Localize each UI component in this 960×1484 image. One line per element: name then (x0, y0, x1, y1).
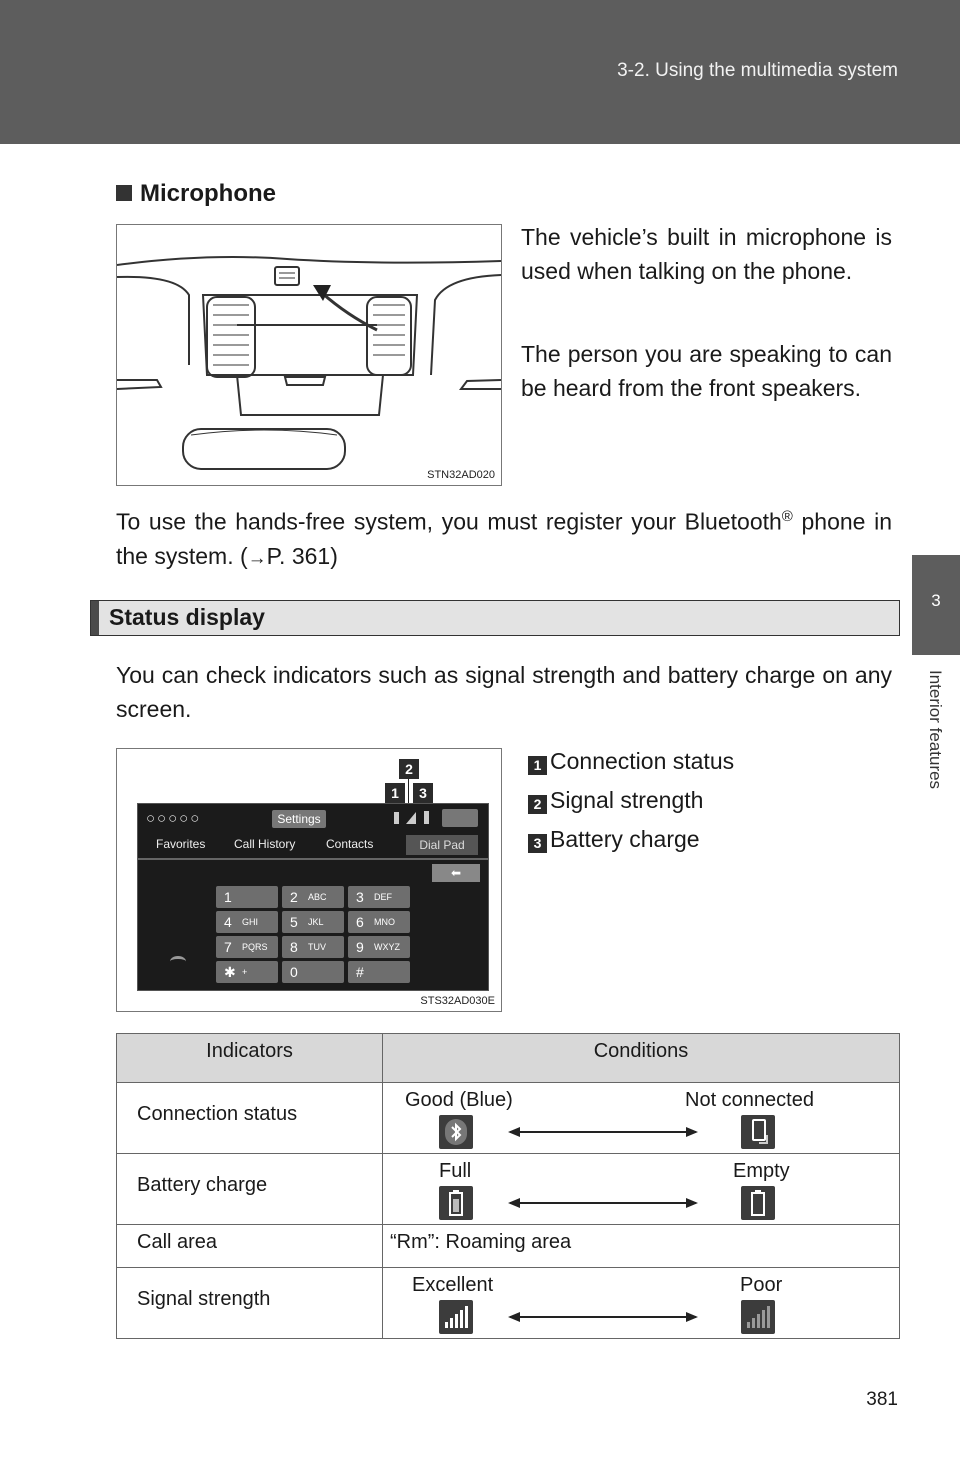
signal-excellent-icon (439, 1300, 473, 1334)
condition-cell (383, 1268, 900, 1339)
keypad-letters: PQRS (242, 942, 268, 952)
legend-label-2: Signal strength (550, 787, 704, 813)
page-number: 381 (866, 1389, 898, 1410)
legend-label-1: Connection status (550, 748, 735, 774)
legend-item-3 (528, 826, 700, 853)
condition-content (383, 1268, 899, 1338)
message-button[interactable] (442, 809, 478, 827)
keypad-key[interactable] (216, 936, 278, 958)
callout-2: 2 (399, 759, 419, 779)
condition-to: Poor (740, 1274, 783, 1296)
indicators-table (116, 1033, 900, 1339)
condition-to: Empty (733, 1160, 790, 1182)
callout-3: 3 (413, 783, 433, 803)
figure-code: STS32AD030E (420, 995, 495, 1007)
tab-favorites[interactable]: Favorites (156, 837, 206, 851)
condition-cell (383, 1154, 900, 1225)
microphone-paragraph-1: The vehicle’s built in microphone is used when talking on the phone. (521, 224, 892, 284)
keypad-key[interactable] (348, 911, 410, 933)
condition-content (383, 1154, 899, 1224)
phone-not-connected-icon (741, 1115, 775, 1149)
condition-from: Full (439, 1160, 472, 1182)
overhead-console-drawing (117, 225, 501, 485)
register-note-text: To use the hands-free system, you must register your Bluetooth (116, 508, 782, 535)
keypad-key[interactable] (282, 961, 344, 983)
legend-item-2 (528, 787, 703, 814)
condition-from: Excellent (412, 1274, 494, 1296)
microphone-heading-text: Microphone (140, 180, 276, 207)
register-note-text-after: phone in the system. ( (116, 508, 892, 569)
double-arrow-icon (508, 1197, 698, 1209)
status-display-intro: You can check indicators such as signal strength and battery charge on any screen. (116, 662, 892, 722)
condition-cell (383, 1083, 900, 1154)
status-screen-illustration (116, 748, 502, 1012)
number-3-badge: 3 (528, 834, 547, 853)
figure-code: STN32AD020 (427, 469, 495, 481)
status-display-heading-bar (90, 600, 900, 636)
keypad-key[interactable] (282, 936, 344, 958)
keypad-digit: 7 (224, 939, 232, 955)
legend-item-1 (528, 748, 734, 775)
keypad-key[interactable] (348, 936, 410, 958)
double-arrow-icon (508, 1311, 698, 1323)
indicator-label: Connection status (137, 1103, 298, 1125)
microphone-illustration (116, 224, 502, 486)
back-button[interactable]: ⬅ (432, 864, 480, 882)
chapter-tab (912, 555, 960, 655)
microphone-heading (116, 180, 276, 208)
keypad-digit: 1 (224, 889, 232, 905)
keypad-key[interactable] (348, 961, 410, 983)
table-row (117, 1268, 900, 1339)
keypad-key[interactable] (282, 886, 344, 908)
table-header-row (117, 1034, 900, 1083)
table-row (117, 1225, 900, 1268)
header-conditions: Conditions (383, 1034, 900, 1083)
tab-bar (138, 832, 488, 860)
header-indicators: Indicators (117, 1034, 383, 1083)
keypad-digit: 5 (290, 914, 298, 930)
tab-call-history[interactable]: Call History (234, 837, 296, 851)
keypad-digit: 9 (356, 939, 364, 955)
keypad-digit: 0 (290, 964, 298, 980)
handset-icon (170, 956, 186, 967)
keypad-digit: 3 (356, 889, 364, 905)
keypad-key[interactable] (216, 961, 278, 983)
register-note (116, 500, 892, 576)
table-row (117, 1154, 900, 1225)
keypad-digit: ✱ (224, 964, 236, 980)
indicator-cell (117, 1083, 383, 1154)
condition-cell (383, 1225, 900, 1268)
registered-mark: ® (781, 508, 793, 525)
status-display-heading: Status display (109, 604, 265, 630)
page-header (0, 0, 960, 144)
keypad-letters: WXYZ (374, 942, 400, 952)
operator-name: ○○○○○ (146, 810, 202, 827)
keypad-key[interactable] (282, 911, 344, 933)
keypad-digit: # (356, 964, 364, 980)
microphone-paragraph-2: The person you are speaking to can be heard from the front speakers. (521, 341, 892, 401)
keypad-key[interactable] (216, 911, 278, 933)
keypad-letters: TUV (308, 942, 326, 952)
phone-screen (137, 803, 489, 991)
indicator-cell (117, 1154, 383, 1225)
keypad-letters: GHI (242, 917, 259, 927)
legend-label-3: Battery charge (550, 826, 700, 852)
condition-to: Not connected (685, 1089, 814, 1111)
register-note-close: ) (330, 542, 338, 569)
indicator-label: Battery charge (137, 1174, 268, 1196)
number-2-badge: 2 (528, 795, 547, 814)
square-bullet-icon (116, 185, 132, 201)
chapter-title: 3-2. Using the multimedia system (617, 60, 898, 81)
signal-strength-icon (406, 812, 416, 824)
bluetooth-icon (439, 1115, 473, 1149)
settings-button[interactable]: Settings (272, 810, 326, 828)
number-1-badge: 1 (528, 756, 547, 775)
callout-1: 1 (385, 783, 405, 803)
dial-keypad (216, 886, 412, 986)
signal-poor-icon (741, 1300, 775, 1334)
keypad-key[interactable] (348, 886, 410, 908)
chapter-side-label-text: Interior features (926, 670, 945, 790)
keypad-letters: JKL (308, 917, 324, 927)
double-arrow-icon (508, 1126, 698, 1138)
indicator-label: Call area (137, 1231, 218, 1253)
keypad-letters: MNO (374, 917, 395, 927)
indicator-label: Signal strength (137, 1288, 271, 1310)
table-row (117, 1083, 900, 1154)
condition-content (383, 1083, 899, 1153)
chapter-number: 3 (931, 591, 941, 610)
chapter-side-label (918, 670, 954, 830)
tab-contacts[interactable]: Contacts (326, 837, 374, 851)
condition-from: Good (Blue) (405, 1089, 513, 1111)
page-reference-link[interactable]: P. 361 (266, 542, 331, 569)
keypad-digit: 2 (290, 889, 298, 905)
keypad-key[interactable] (216, 886, 278, 908)
tab-dial-pad[interactable]: Dial Pad (406, 835, 478, 855)
keypad-letters: + (242, 967, 248, 977)
reference-arrow: → (247, 547, 267, 569)
keypad-digit: 6 (356, 914, 364, 930)
keypad-letters: DEF (374, 892, 392, 902)
keypad-digit: 8 (290, 939, 298, 955)
battery-empty-icon (741, 1186, 775, 1220)
indicator-cell (117, 1268, 383, 1339)
indicator-cell (117, 1225, 383, 1268)
connection-status-icon (394, 812, 399, 824)
battery-charge-icon (424, 811, 429, 824)
keypad-letters: ABC (308, 892, 327, 902)
roaming-text: “Rm”: Roaming area (390, 1231, 572, 1253)
keypad-digit: 4 (224, 914, 232, 930)
battery-full-icon (439, 1186, 473, 1220)
